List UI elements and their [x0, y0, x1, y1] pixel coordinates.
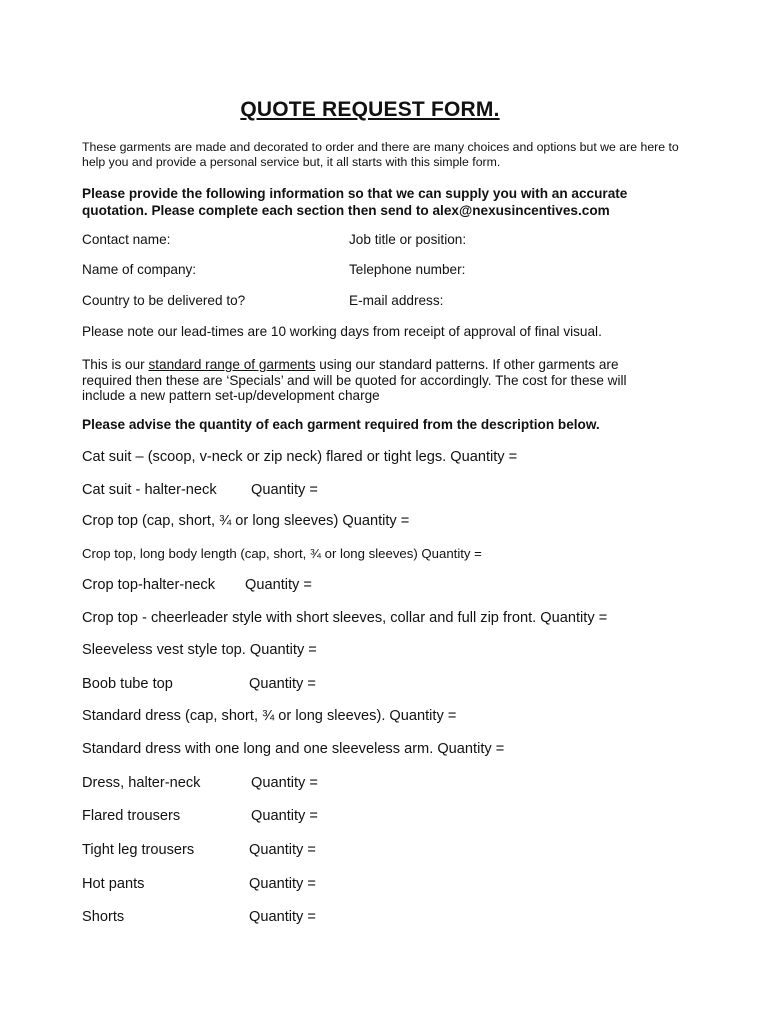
garment-item: Shorts — [82, 909, 125, 925]
range-prefix: This is our — [82, 357, 149, 372]
garment-item: Crop top-halter-neck — [82, 577, 216, 593]
quantity-label: Quantity = — [245, 577, 312, 593]
intro-text: These garments are made and decorated to order and there are many choices and options but we are here to help you and provide a personal service but, it all starts with this simple form. — [82, 140, 679, 169]
garment-item: Boob tube top — [82, 676, 173, 692]
quantity-label: Quantity = — [249, 676, 316, 692]
contact-name-label: Contact name: — [82, 232, 171, 247]
lead-time-note: Please note our lead-times are 10 working days from receipt of approval of final visual. — [82, 324, 602, 339]
telephone-label: Telephone number: — [349, 262, 466, 277]
advise-heading: Please advise the quantity of each garment required from the description below. — [82, 417, 600, 432]
quantity-label: Quantity = — [249, 876, 316, 892]
garment-item: Dress, halter-neck — [82, 775, 201, 791]
standard-range-link[interactable]: standard range of garments — [148, 357, 316, 372]
garment-item: Sleeveless vest style top. Quantity = — [82, 642, 317, 658]
garment-item: Standard dress (cap, short, ¾ or long sleeves). Quantity = — [82, 708, 457, 724]
company-label: Name of company: — [82, 262, 197, 277]
garment-item: Flared trousers — [82, 808, 181, 824]
email-label: E-mail address: — [349, 293, 444, 308]
quantity-label: Quantity = — [251, 482, 318, 498]
garment-item: Standard dress with one long and one sleeveless arm. Quantity = — [82, 741, 505, 757]
quantity-label: Quantity = — [251, 808, 318, 824]
garment-item: Cat suit – (scoop, v-neck or zip neck) flared or tight legs. Quantity = — [82, 449, 518, 465]
page-title: QUOTE REQUEST FORM. — [240, 98, 500, 121]
country-label: Country to be delivered to? — [82, 293, 246, 308]
standard-range-paragraph — [82, 357, 672, 404]
quantity-label: Quantity = — [249, 842, 316, 858]
garment-item: Cat suit - halter-neck — [82, 482, 217, 498]
garment-item: Crop top - cheerleader style with short sleeves, collar and full zip front. Quantity = — [82, 610, 608, 626]
garment-item: Tight leg trousers — [82, 842, 195, 858]
instructions-text: Please provide the following information so that we can supply you with an accurate quotation. Please complete each section then send to alex@nexusincentives.com — [82, 186, 628, 218]
garment-item: Crop top, long body length (cap, short, ¾ or long sleeves) Quantity = — [82, 546, 482, 561]
quantity-label: Quantity = — [249, 909, 316, 925]
quantity-label: Quantity = — [251, 775, 318, 791]
range-suffix: using our standard patterns. If other garments are required then these are ‘Specials’ and will be quoted for accordingly. The cost for these will include a new pattern set-up/development charge — [82, 357, 627, 403]
garment-item: Hot pants — [82, 876, 145, 892]
garment-item: Crop top (cap, short, ¾ or long sleeves) Quantity = — [82, 513, 410, 529]
job-title-label: Job title or position: — [349, 232, 467, 247]
